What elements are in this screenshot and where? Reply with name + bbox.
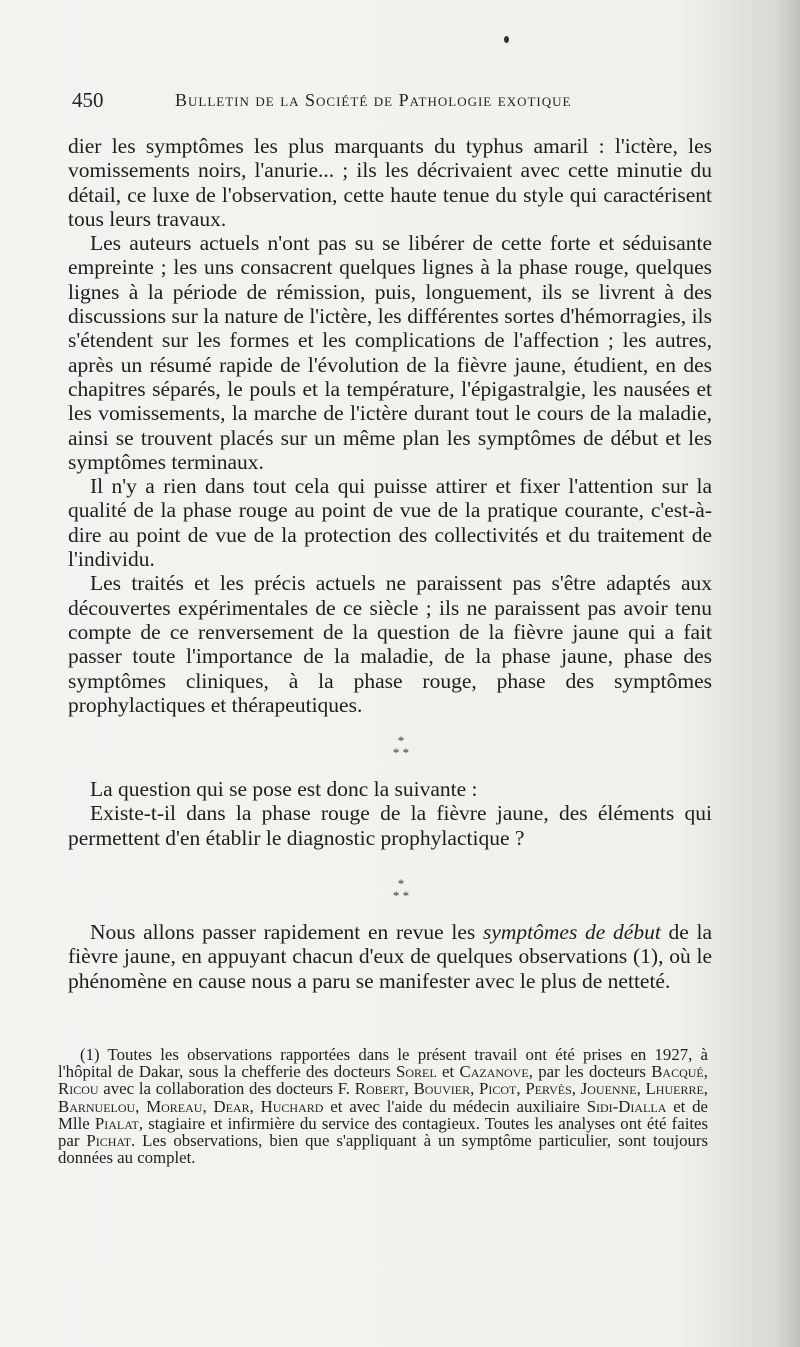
- asterism-top: *: [397, 733, 405, 749]
- footnote-part: avec la collaboration des docteurs F.: [98, 1079, 355, 1099]
- ink-speck: [504, 36, 509, 43]
- footnote-part: et de Mlle: [58, 1096, 708, 1133]
- footnote-names: Bacqué, Ricou: [58, 1062, 708, 1099]
- asterism-bottom: * *: [392, 745, 410, 761]
- page-number: 450: [72, 88, 104, 112]
- paragraph-2: Les auteurs actuels n'ont pas su se libérer de cette forte et séduisante empreinte ; les uns consacrent quelques lignes à la phase rouge, quelques lignes à la période de rémission, puis, longuement, ils se livrent à des discussions sur la nature de l'ictère, les différentes sortes d'hémorragies, ils s'étendent sur les formes et les complications de l'affection ; les autres, après un résumé rapide de l'évolution de la fièvre jaune, étudient, en des chapitres séparés, le pouls et la température, l'épigastralgie, les nausées et les vomissements, la marche de l'ictère durant tout le cours de la maladie, ainsi se trouvent placés sur un même plan les symptômes de début et les symptômes terminaux.: [68, 231, 712, 474]
- footnote-part: . Les observations, bien que s'appliquant à un symptôme particulier, sont toujours données au complet.: [58, 1131, 708, 1168]
- paragraph-4: Les traités et les précis actuels ne paraissent pas s'être adaptés aux découvertes expérimentales de ce siècle ; ils ne paraissent pas avoir tenu compte de ce renversement de la question de la fièvre jaune qui a fait passer toute l'importance de la maladie, de la phase jaune, phase des symptômes cliniques, à la phase rouge, phase des symptômes prophylactiques et thérapeutiques.: [68, 571, 712, 717]
- section-break-2: [68, 878, 712, 902]
- footnote-text: [58, 1046, 708, 1166]
- footnote-part: et avec l'aide du médecin auxiliaire: [323, 1096, 587, 1116]
- asterism-top: *: [397, 876, 405, 892]
- footnote-names: Sidi-Dialla: [586, 1096, 667, 1116]
- footnote-names: Robert, Bouvier, Picot, Pervès, Jouenne, Lhuerre, Barnuelou, Moreau, Dear, Huchard: [58, 1079, 708, 1116]
- asterism-bottom: * *: [392, 888, 410, 904]
- paragraph-5: La question qui se pose est donc la suivante :: [90, 777, 478, 802]
- paragraph-7: [68, 920, 712, 993]
- footnote-names: Cazanove: [459, 1062, 529, 1082]
- running-head: Bulletin de la Société de Pathologie exotique: [175, 90, 572, 110]
- paragraph-6: Existe-t-il dans la phase rouge de la fièvre jaune, des éléments qui permettent d'en établir le diagnostic prophylactique ?: [68, 801, 712, 850]
- body-text: [68, 134, 712, 993]
- footnote-part: (1) Toutes les observations rapportées dans le présent travail ont été prises en 1927, à l'hôpital de Dakar, sous la chefferie des docteurs: [58, 1045, 708, 1082]
- footnote-names: Sorel: [396, 1062, 437, 1082]
- paragraph-7-end: de la fièvre jaune, en appuyant chacun d'eux de quelques observations (1), où le phénomène en cause nous a paru se manifester avec le plus de netteté.: [68, 920, 713, 993]
- paragraph-1: dier les symptômes les plus marquants du typhus amaril : l'ictère, les vomissements noirs, l'anurie... ; ils les décrivaient avec cette minutie du détail, ce luxe de l'observation, cette haute tenue du style qui caractérisent tous leurs travaux.: [68, 134, 712, 231]
- footnote: [58, 1046, 708, 1166]
- section-break-1: [68, 735, 712, 759]
- footnote-part: et: [436, 1062, 460, 1082]
- footnote-names: Pialat: [94, 1113, 139, 1133]
- footnote-names: Pichat: [86, 1131, 132, 1151]
- paragraph-7-italic: symptômes de début: [483, 920, 661, 945]
- paragraph-7-start: Nous allons passer rapidement en revue les: [90, 920, 483, 945]
- footnote-part: , stagiaire et infirmière du service des contagieux. Toutes les analyses ont été faites par: [58, 1113, 709, 1151]
- footnote-part: , par les docteurs: [528, 1062, 652, 1082]
- paragraph-3: Il n'y a rien dans tout cela qui puisse attirer et fixer l'attention sur la qualité de la phase rouge au point de vue de la pratique courante, c'est-à-dire au point de vue de la protection des collectivités et du traitement de l'individu.: [68, 474, 712, 572]
